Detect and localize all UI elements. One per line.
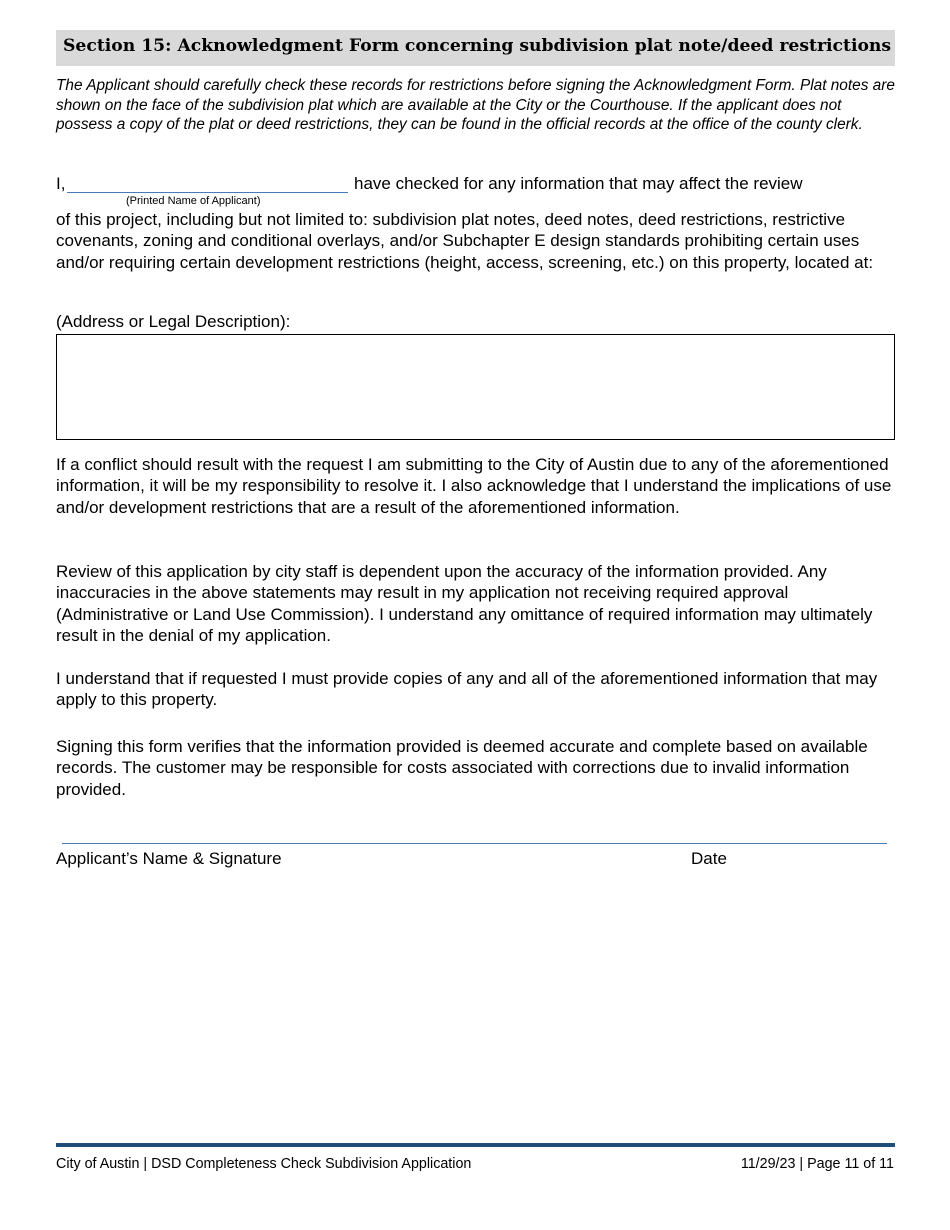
paragraph-copies: I understand that if requested I must provide copies of any and all of the aforementioned information that may apply to this property. <box>56 669 878 710</box>
signature-date-label: Date <box>691 849 727 868</box>
footer-divider <box>56 1143 895 1147</box>
statement-continuation: of this project, including but not limited to: subdivision plat notes, deed notes, deed restrictions, restrictive covenants, zoning and conditional overlays, and/or Subchapter E design standards prohibiting certain uses and/or requiring certain development restrictions (height, access, screening, etc.) on this property, located at: <box>56 210 874 272</box>
printed-name-caption: (Printed Name of Applicant) <box>126 195 261 207</box>
paragraph-review: Review of this application by city staff is dependent upon the accuracy of the information provided. Any inaccuracies in the above statements may result in my application not receiving required approval (Administrative or Land Use Commission). I understand any omittance of required information may ultimately result in the denial of my application. <box>56 562 873 646</box>
intro-instructions: The Applicant should carefully check these records for restrictions before signing the Acknowledgment Form. Plat notes are shown on the face of the subdivision plat which are available at the City or the Courthouse. If the applicant does not possess a copy of the plat or deed restrictions, they can be found in the official records at the office of the county clerk. <box>56 77 895 133</box>
signature-name-label: Applicant’s Name & Signature <box>56 849 282 868</box>
paragraph-verification: Signing this form verifies that the information provided is deemed accurate and complete based on available records. The customer may be responsible for costs associated with corrections due to invalid information provided. <box>56 737 868 799</box>
applicant-statement-line <box>56 174 901 196</box>
address-field[interactable] <box>56 334 895 440</box>
paragraph-conflict: If a conflict should result with the request I am submitting to the City of Austin due to any of the aforementioned information, it will be my responsibility to resolve it. I also acknowledge that I understand the implications of use and/or development restrictions that are a result of the aforementioned information. <box>56 455 892 517</box>
footer-page-info: 11/29/23 | Page 11 of 11 <box>740 1156 894 1172</box>
section-title: Section 15: Acknowledgment Form concerning subdivision plat note/deed restrictions <box>56 30 895 66</box>
printed-name-field[interactable] <box>67 192 348 193</box>
footer-document-title: City of Austin | DSD Completeness Check Subdivision Application <box>56 1156 472 1172</box>
statement-prefix: I, <box>56 174 66 193</box>
signature-field[interactable] <box>62 843 887 844</box>
address-label: (Address or Legal Description): <box>56 312 291 331</box>
statement-suffix: have checked for any information that may affect the review <box>354 174 803 193</box>
